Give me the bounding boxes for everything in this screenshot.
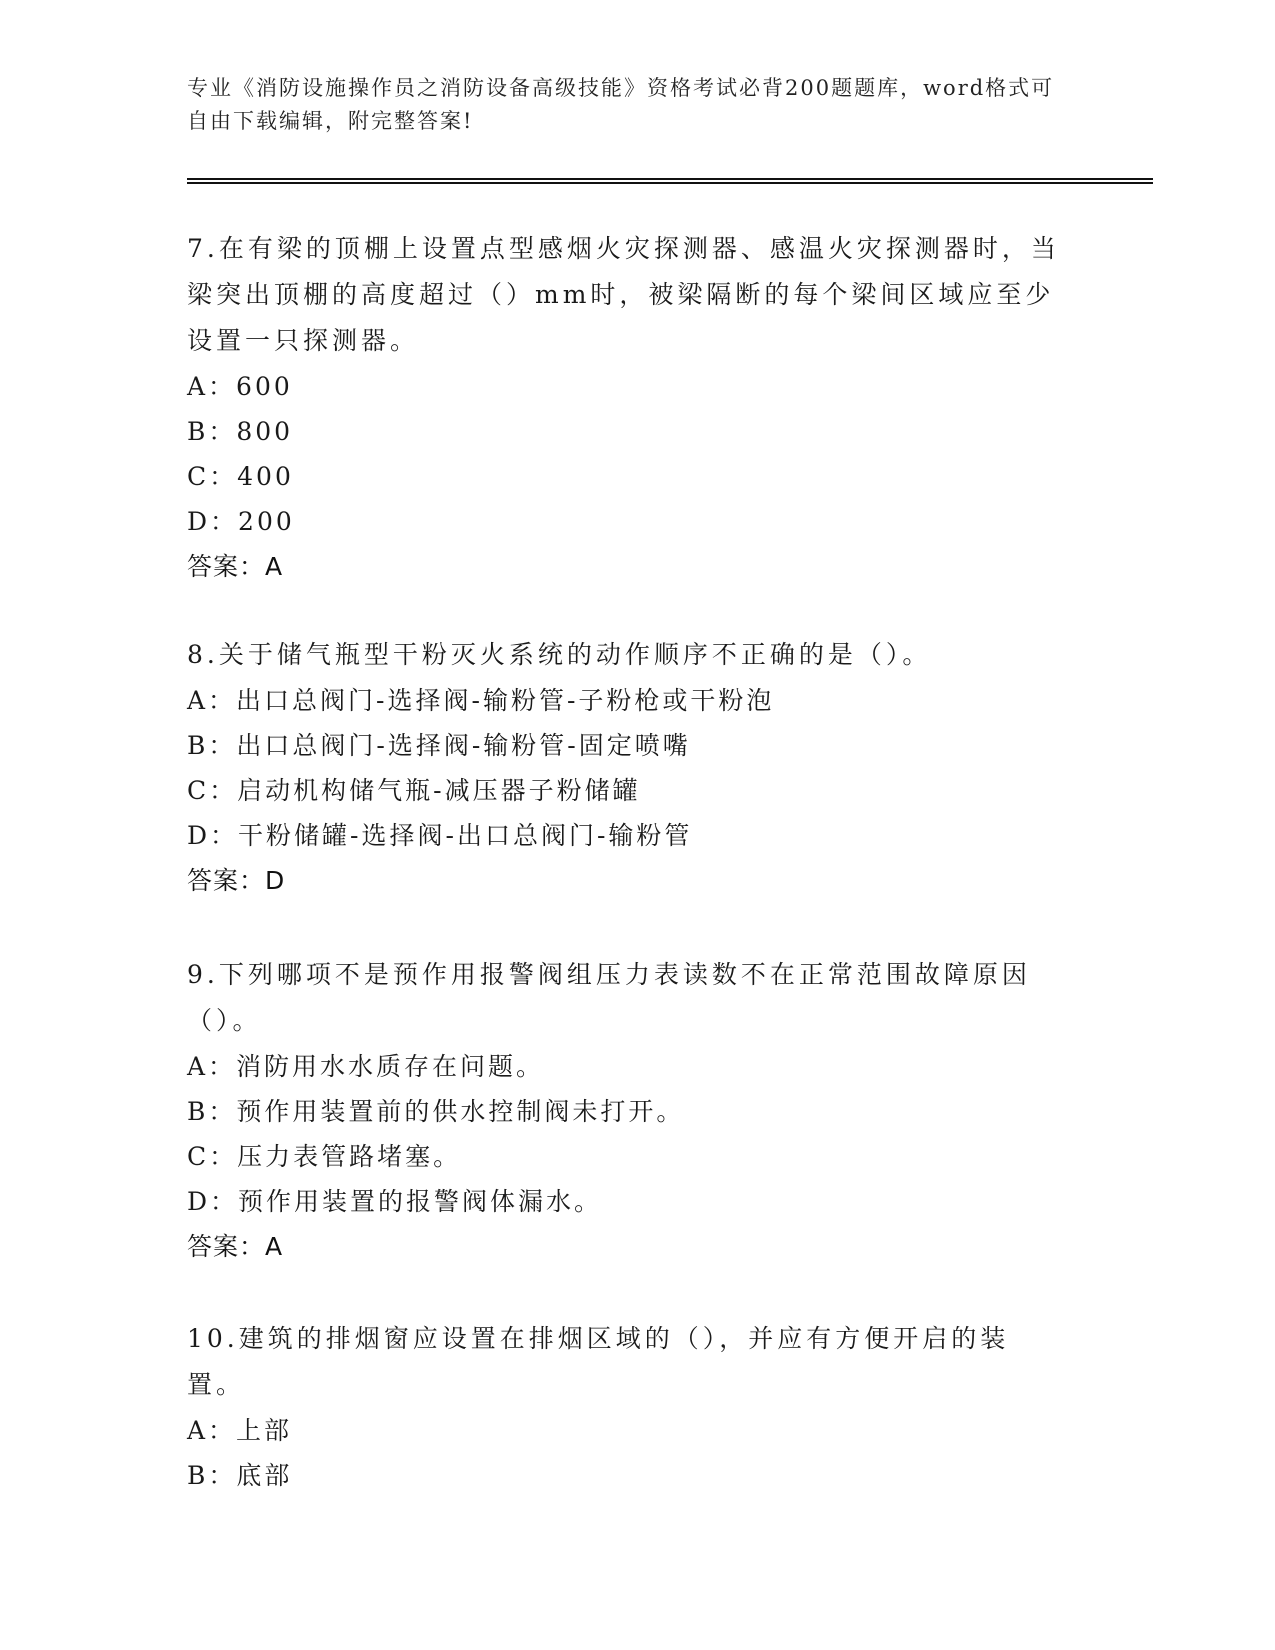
question-stem: 10.建筑的排烟窗应设置在排烟区域的（），并应有方便开启的装置。 — [187, 1324, 1010, 1399]
option-b: B：出口总阀门-选择阀-输粉管-固定喷嘴 — [187, 731, 691, 760]
option-a: A：消防用水水质存在问题。 — [187, 1052, 545, 1081]
question-7 — [187, 226, 1067, 590]
document-header: 专业《消防设施操作员之消防设备高级技能》资格考试必背200题题库，word格式可自由下载编辑，附完整答案! — [187, 76, 1055, 133]
option-a: A：上部 — [187, 1416, 293, 1445]
question-stem: 7.在有梁的顶棚上设置点型感烟火灾探测器、感温火灾探测器时，当梁突出顶棚的高度超过（）mm时，被梁隔断的每个梁间区域应至少设置一只探测器。 — [187, 234, 1060, 355]
option-b: B：底部 — [187, 1461, 293, 1490]
option-c: C：压力表管路堵塞。 — [187, 1142, 462, 1171]
question-stem: 9.下列哪项不是预作用报警阀组压力表读数不在正常范围故障原因（）。 — [187, 960, 1031, 1035]
option-b: B：预作用装置前的供水控制阀未打开。 — [187, 1097, 685, 1126]
option-b: B：800 — [187, 417, 294, 446]
option-a: A：出口总阀门-选择阀-输粉管-子粉枪或干粉泡 — [187, 686, 775, 715]
question-stem: 8.关于储气瓶型干粉灭火系统的动作顺序不正确的是（）。 — [187, 640, 932, 669]
option-d: D：干粉储罐-选择阀-出口总阀门-输粉管 — [187, 821, 693, 850]
question-9 — [187, 952, 1067, 1270]
question-10 — [187, 1316, 1067, 1498]
option-d: D：200 — [187, 507, 295, 536]
answer: 答案：A — [187, 1232, 284, 1261]
question-8 — [187, 632, 1067, 904]
option-c: C：启动机构储气瓶-减压器子粉储罐 — [187, 776, 641, 805]
option-d: D：预作用装置的报警阀体漏水。 — [187, 1187, 603, 1216]
answer: 答案：A — [187, 552, 284, 581]
option-a: A：600 — [187, 372, 293, 401]
header-divider — [187, 178, 1153, 184]
answer: 答案：D — [187, 866, 286, 895]
option-c: C：400 — [187, 462, 294, 491]
